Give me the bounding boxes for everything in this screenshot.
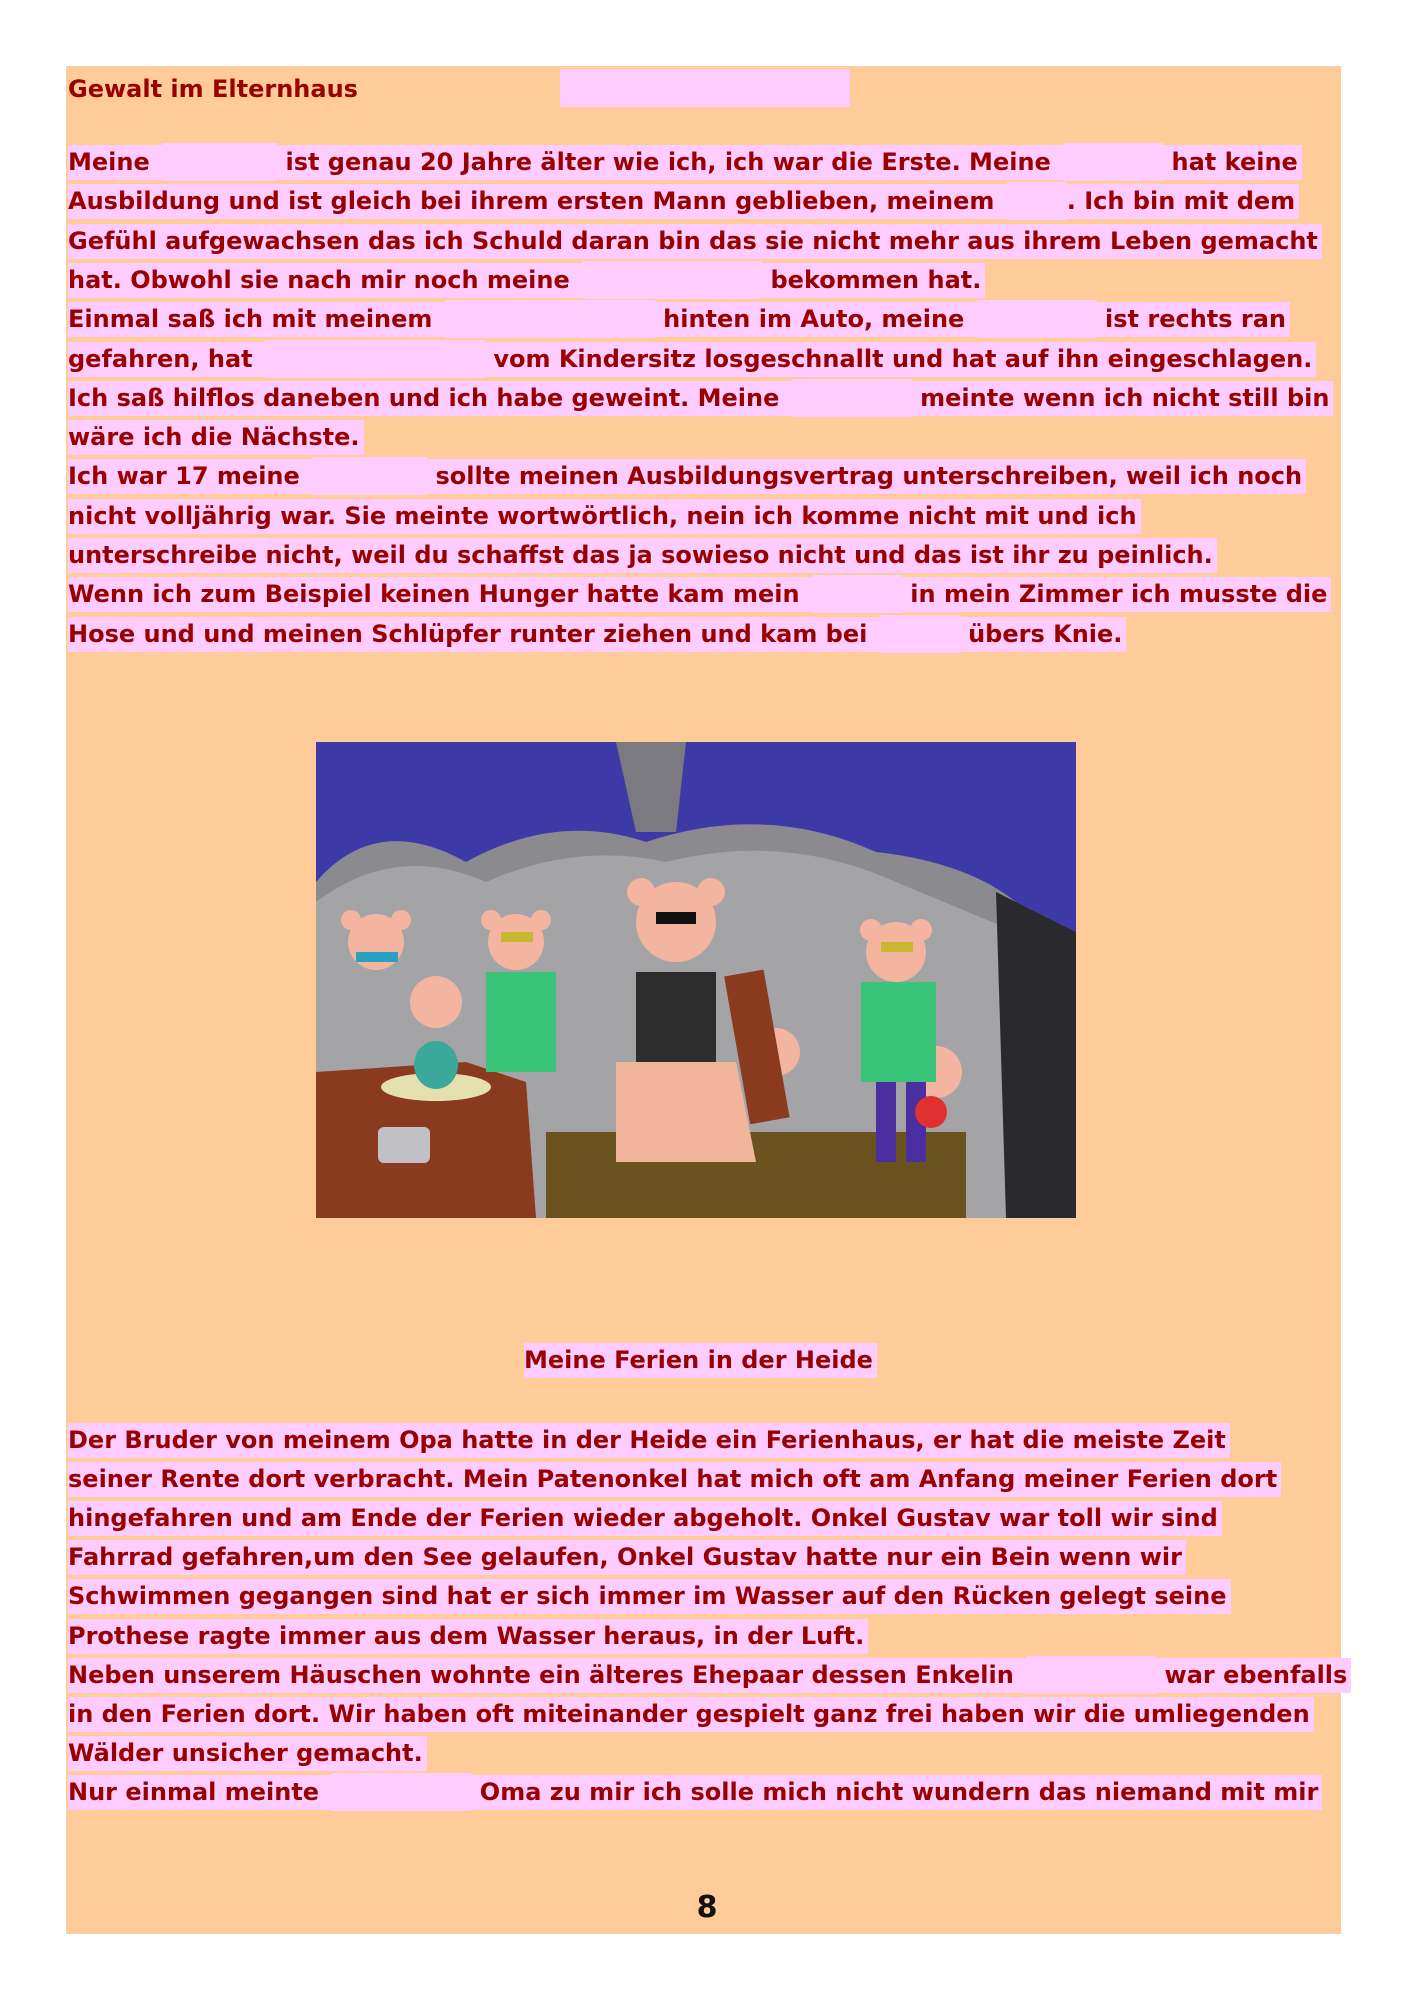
text-fragment: bekommen hat.: [762, 263, 985, 298]
text-fragment: Meine: [68, 145, 162, 180]
text-fragment: Ausbildung und ist gleich bei ihrem ersten Mann geblieben, meinem: [68, 184, 1007, 219]
text-fragment: unterschreibe nicht, weil du schaffst das ja sowieso nicht und das ist ihr zu peinlich.: [68, 538, 1217, 573]
redaction-gap: [265, 340, 485, 378]
text-fragment: Schwimmen gegangen sind hat er sich immer im Wasser auf den Rücken gelegt seine: [68, 1579, 1231, 1614]
text-line: [68, 222, 1322, 258]
text-line: [68, 182, 1299, 218]
text-line: [68, 1734, 427, 1770]
text-line: [68, 1656, 1351, 1692]
text-fragment: war ebenfalls: [1156, 1658, 1351, 1693]
text-line: [68, 575, 1331, 611]
text-line: [68, 1499, 1222, 1535]
text-fragment: Der Bruder von meinem Opa hatte in der Heide ein Ferienhaus, er hat die meiste Zeit: [68, 1423, 1230, 1458]
illustration-family-scene: [316, 742, 1076, 1218]
text-fragment: seiner Rente dort verbracht. Mein Patenonkel hat mich oft am Anfang meiner Ferien dort: [68, 1462, 1281, 1497]
text-fragment: meinte wenn ich nicht still bin: [912, 381, 1334, 416]
painted-illustration: [316, 742, 1076, 1218]
text-fragment: gefahren, hat: [68, 342, 265, 377]
text-line: [68, 497, 1141, 533]
text-fragment: Prothese ragte immer aus dem Wasser heraus, in der Luft.: [68, 1619, 868, 1654]
redaction-box: [560, 69, 850, 107]
text-fragment: übers Knie.: [960, 617, 1127, 652]
text-line: [68, 379, 1333, 415]
text-fragment: hingefahren und am Ende der Ferien wieder abgeholt. Onkel Gustav war toll wir sind: [68, 1501, 1222, 1536]
text-fragment: Ich saß hilflos daneben und ich habe geweint. Meine: [68, 381, 792, 416]
text-line: [68, 1577, 1231, 1613]
text-fragment: hat keine: [1163, 145, 1302, 180]
text-line: [68, 1421, 1230, 1457]
text-fragment: vom Kindersitz losgeschnallt und hat auf ihn eingeschlagen.: [485, 342, 1316, 377]
text-line: [68, 300, 1290, 336]
text-line: [68, 1460, 1281, 1496]
section-title-holiday: Meine Ferien in der Heide: [524, 1342, 877, 1378]
text-fragment: in mein Zimmer ich musste die: [902, 577, 1331, 612]
text-fragment: ist genau 20 Jahre älter wie ich, ich war die Erste. Meine: [277, 145, 1063, 180]
text-fragment: ist rechts ran: [1097, 302, 1290, 337]
text-fragment: Wenn ich zum Beispiel keinen Hunger hatte kam mein: [68, 577, 812, 612]
redaction-gap: [582, 261, 762, 299]
text-fragment: hinten im Auto, meine: [655, 302, 977, 337]
text-fragment: Oma zu mir ich solle mich nicht wundern das niemand mit mir: [471, 1775, 1322, 1810]
text-fragment: Neben unserem Häuschen wohnte ein älteres Ehepaar dessen Enkelin: [68, 1658, 1026, 1693]
redaction-gap: [312, 457, 427, 495]
text-line: [68, 536, 1217, 572]
text-fragment: Einmal saß ich mit meinem: [68, 302, 445, 337]
text-line: [68, 1695, 1314, 1731]
text-fragment: Wälder unsicher gemacht.: [68, 1736, 427, 1771]
text-line: [68, 418, 364, 454]
redaction-gap: [1026, 1656, 1156, 1694]
redaction-gap: [331, 1773, 471, 1811]
text-fragment: sollte meinen Ausbildungsvertrag unterschreiben, weil ich noch: [427, 459, 1306, 494]
text-fragment: nicht volljährig war. Sie meinte wortwörtlich, nein ich komme nicht mit und ich: [68, 499, 1141, 534]
text-fragment: Ich war 17 meine: [68, 459, 312, 494]
section-title-violence: Gewalt im Elternhaus: [68, 75, 358, 103]
redaction-gap: [880, 615, 960, 653]
redaction-gap: [977, 300, 1097, 338]
text-line: [68, 340, 1316, 376]
text-line: [68, 143, 1302, 179]
text-line: [68, 1617, 868, 1653]
text-line: [68, 1773, 1322, 1809]
text-line: [68, 615, 1126, 651]
redaction-gap: [812, 575, 902, 613]
redaction-gap: [792, 379, 912, 417]
redaction-gap: [1007, 182, 1067, 220]
text-fragment: Nur einmal meinte: [68, 1775, 331, 1810]
text-line: [68, 261, 985, 297]
redaction-gap: [162, 143, 277, 181]
text-fragment: Gefühl aufgewachsen das ich Schuld daran bin das sie nicht mehr aus ihrem Leben gemacht: [68, 224, 1322, 259]
page-number: 8: [696, 1890, 718, 1925]
text-line: [68, 1538, 1186, 1574]
text-fragment: Fahrrad gefahren,um den See gelaufen, Onkel Gustav hatte nur ein Bein wenn wir: [68, 1540, 1186, 1575]
text-fragment: . Ich bin mit dem: [1067, 184, 1299, 219]
redaction-gap: [445, 300, 655, 338]
text-fragment: hat. Obwohl sie nach mir noch meine: [68, 263, 582, 298]
text-fragment: Hose und und meinen Schlüpfer runter ziehen und kam bei: [68, 617, 880, 652]
text-fragment: in den Ferien dort. Wir haben oft miteinander gespielt ganz frei haben wir die umliegenden: [68, 1697, 1314, 1732]
text-line: [68, 457, 1306, 493]
redaction-gap: [1063, 143, 1163, 181]
text-fragment: wäre ich die Nächste.: [68, 420, 364, 455]
